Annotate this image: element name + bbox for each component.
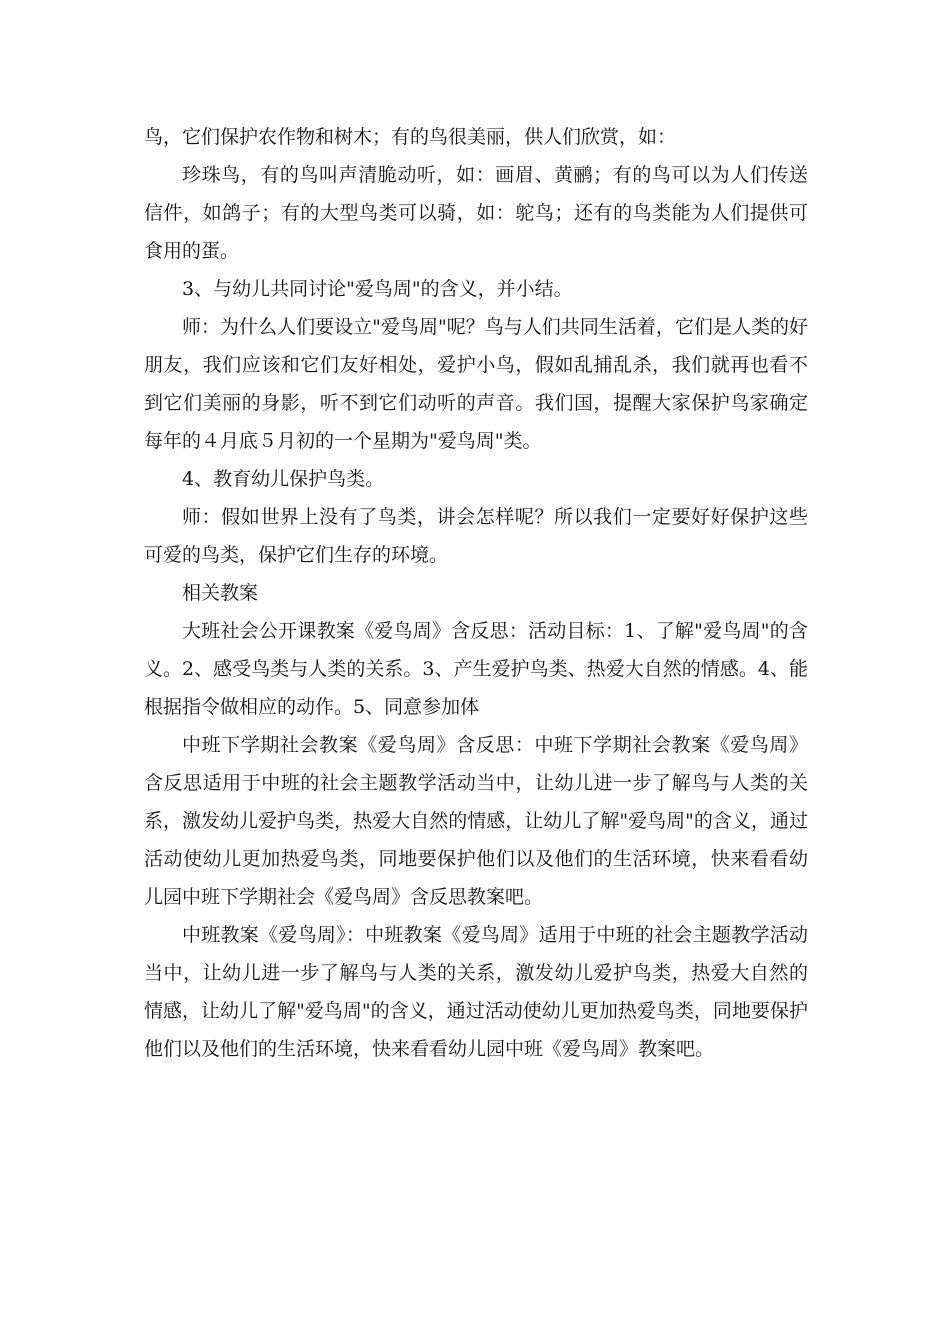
paragraph-teacher-question: 师：假如世界上没有了鸟类，讲会怎样呢？所以我们一定要好好保护这些可爱的鸟类，保护它们生存的环境。 <box>144 506 808 566</box>
document-body <box>144 118 808 1068</box>
paragraph-bird-examples: 珍珠鸟，有的鸟叫声清脆动听，如：画眉、黄鹂；有的鸟可以为人们传送信件，如鸽子；有的大型鸟类可以骑，如：鸵鸟；还有的鸟类能为人们提供可食用的蛋。 <box>144 164 808 262</box>
paragraph-step-3: 3、与幼儿共同讨论"爱鸟周"的含义，并小结。 <box>182 278 573 300</box>
paragraph-continuation: 鸟，它们保护农作物和树木；有的鸟很美丽，供人们欣赏，如： <box>144 126 677 148</box>
related-plan-middle-class: 中班教案《爱鸟周》：中班教案《爱鸟周》适用于中班的社会主题教学活动当中，让幼儿进一步了解鸟与人类的关系，激发幼儿爱护鸟类，热爱大自然的情感，让幼儿了解"爱鸟周"的含义，通过活动使幼儿更加热爱鸟类，同地要保护他们以及他们的生活环境，快来看看幼儿园中班《爱鸟周》教案吧。 <box>144 924 808 1060</box>
related-plan-senior-class: 大班社会公开课教案《爱鸟周》含反思：活动目标：1、了解"爱鸟周"的含义。2、感受鸟类与人类的关系。3、产生爱护鸟类、热爱大自然的情感。4、能根据指令做相应的动作。5、同意参加体 <box>144 620 808 718</box>
paragraph-step-4: 4、教育幼儿保护鸟类。 <box>182 468 385 490</box>
paragraph-teacher-explanation: 师：为什么人们要设立"爱鸟周"呢？鸟与人们共同生活着，它们是人类的好朋友，我们应该和它们友好相处，爱护小鸟，假如乱捕乱杀，我们就再也看不到它们美丽的身影，听不到它们动听的声音。我们国，提醒大家保护鸟家确定每年的４月底５月初的一个星期为"爱鸟周"类。 <box>144 316 808 452</box>
related-plans-heading: 相关教案 <box>182 582 259 604</box>
related-plan-middle-class-semester: 中班下学期社会教案《爱鸟周》含反思：中班下学期社会教案《爱鸟周》含反思适用于中班的社会主题教学活动当中，让幼儿进一步了解鸟与人类的关系，激发幼儿爱护鸟类，热爱大自然的情感，让幼儿了解"爱鸟周"的含义，通过活动使幼儿更加热爱鸟类，同地要保护他们以及他们的生活环境，快来看看幼儿园中班下学期社会《爱鸟周》含反思教案吧。 <box>144 734 808 908</box>
